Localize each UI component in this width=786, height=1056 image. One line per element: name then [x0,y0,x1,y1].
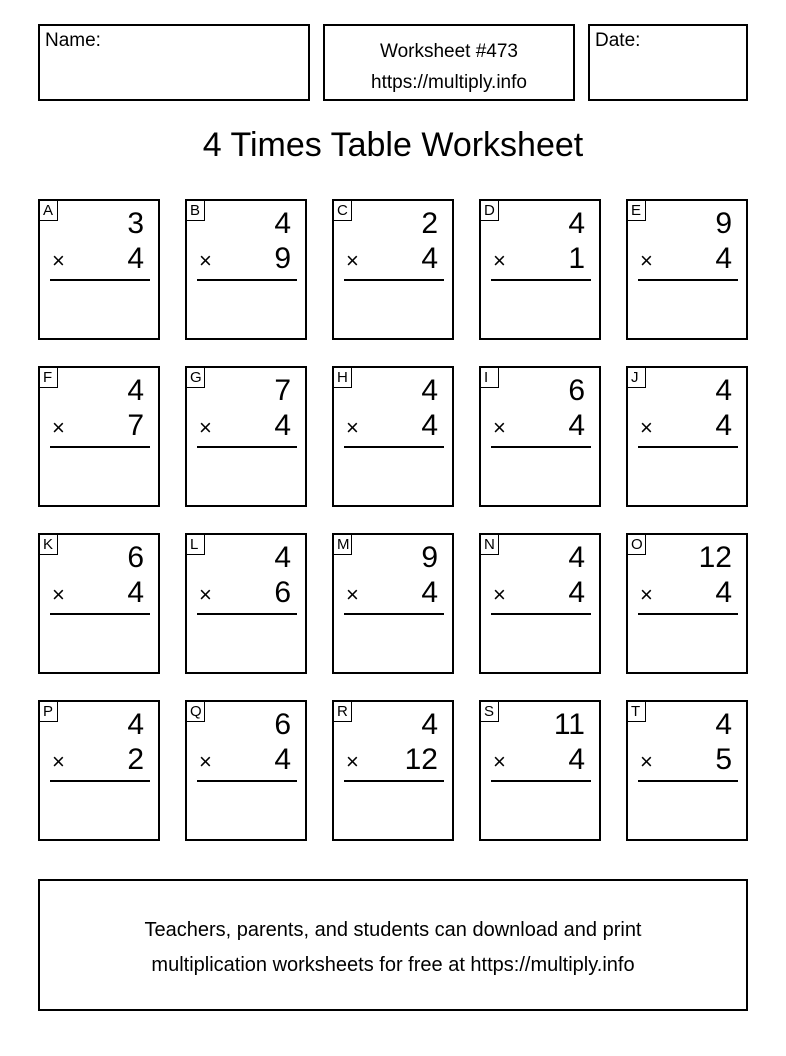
times-sign: × [493,582,506,607]
answer-line [344,780,444,782]
top-number: 7 [274,374,291,407]
problem-letter: G [187,368,205,388]
top-number: 11 [553,708,585,741]
worksheet-info-box [323,24,575,101]
problem-card[interactable] [479,533,601,674]
problem-card[interactable] [38,700,160,841]
top-number: 4 [715,708,732,741]
problem-letter: J [628,368,646,388]
times-sign: × [346,248,359,273]
answer-line [197,279,297,281]
answer-line [50,613,150,615]
top-number: 4 [568,541,585,574]
top-number: 9 [715,207,732,240]
problem-card[interactable] [38,366,160,507]
problem-card[interactable] [38,199,160,340]
bottom-number: 2 [127,743,144,776]
answer-line [197,613,297,615]
top-number: 2 [421,207,438,240]
problem-letter: N [481,535,499,555]
bottom-number: 4 [421,409,438,442]
times-sign: × [199,248,212,273]
name-field-box[interactable] [38,24,310,101]
bottom-number: 4 [568,409,585,442]
times-sign: × [199,415,212,440]
problem-card[interactable] [185,199,307,340]
times-sign: × [640,749,653,774]
times-sign: × [493,248,506,273]
footer-line-2: multiplication worksheets for free at https://multiply.info [151,954,635,976]
problem-card[interactable] [332,533,454,674]
problem-card[interactable] [479,199,601,340]
top-number: 4 [274,207,291,240]
bottom-number: 4 [568,576,585,609]
bottom-number: 12 [404,743,438,776]
answer-line [638,780,738,782]
problem-letter: C [334,201,352,221]
top-number: 6 [568,374,585,407]
times-sign: × [199,749,212,774]
problem-letter: M [334,535,352,555]
times-sign: × [346,582,359,607]
problem-letter: R [334,702,352,722]
problem-letter: F [40,368,58,388]
answer-line [344,446,444,448]
problem-letter: B [187,201,205,221]
answer-line [50,446,150,448]
answer-line [638,446,738,448]
answer-line [344,279,444,281]
times-sign: × [640,582,653,607]
problem-letter: O [628,535,646,555]
bottom-number: 4 [421,242,438,275]
top-number: 4 [421,708,438,741]
problem-letter: K [40,535,58,555]
times-sign: × [493,749,506,774]
problem-card[interactable] [479,366,601,507]
problem-card[interactable] [626,199,748,340]
problem-letter: D [481,201,499,221]
answer-line [491,613,591,615]
answer-line [491,780,591,782]
bottom-number: 7 [127,409,144,442]
answer-line [638,279,738,281]
footer-line-1: Teachers, parents, and students can download and print [144,919,642,941]
top-number: 4 [715,374,732,407]
page-title: 4 Times Table Worksheet [202,126,584,164]
top-number: 6 [274,708,291,741]
problem-letter: P [40,702,58,722]
bottom-number: 5 [715,743,732,776]
top-number: 12 [698,541,732,574]
bottom-number: 4 [421,576,438,609]
top-number: 4 [568,207,585,240]
answer-line [491,446,591,448]
answer-line [50,780,150,782]
times-sign: × [346,749,359,774]
problem-card[interactable] [479,700,601,841]
top-number: 4 [421,374,438,407]
bottom-number: 4 [715,409,732,442]
date-label: Date: [595,30,641,51]
times-sign: × [52,749,65,774]
bottom-number: 6 [274,576,291,609]
bottom-number: 4 [274,743,291,776]
bottom-number: 9 [274,242,291,275]
bottom-number: 4 [715,242,732,275]
bottom-number: 4 [127,242,144,275]
bottom-number: 4 [127,576,144,609]
answer-line [491,279,591,281]
times-sign: × [52,415,65,440]
times-sign: × [52,582,65,607]
answer-line [197,780,297,782]
top-number: 3 [127,207,144,240]
problem-letter: S [481,702,499,722]
worksheet-number: Worksheet #473 [379,41,518,62]
name-label: Name: [45,30,101,51]
top-number: 6 [127,541,144,574]
answer-line [50,279,150,281]
problem-card[interactable] [38,533,160,674]
times-sign: × [52,248,65,273]
problem-card[interactable] [332,366,454,507]
times-sign: × [199,582,212,607]
problem-card[interactable] [185,533,307,674]
problem-letter: Q [187,702,205,722]
times-sign: × [640,248,653,273]
date-field-box[interactable] [588,24,748,101]
bottom-number: 4 [715,576,732,609]
bottom-number: 4 [274,409,291,442]
top-number: 4 [274,541,291,574]
times-sign: × [640,415,653,440]
times-sign: × [493,415,506,440]
problem-letter: I [481,368,499,388]
problem-letter: T [628,702,646,722]
problem-letter: H [334,368,352,388]
problem-letter: E [628,201,646,221]
bottom-number: 1 [568,242,585,275]
answer-line [638,613,738,615]
worksheet-url: https://multiply.info [371,72,527,93]
times-sign: × [346,415,359,440]
problem-card[interactable] [185,366,307,507]
problem-card[interactable] [626,366,748,507]
problem-letter: A [40,201,58,221]
problem-card[interactable] [626,533,748,674]
problem-card[interactable] [332,199,454,340]
problem-card[interactable] [185,700,307,841]
top-number: 9 [421,541,438,574]
footer-box [38,879,748,1011]
problem-card[interactable] [332,700,454,841]
top-number: 4 [127,374,144,407]
problem-card[interactable] [626,700,748,841]
top-number: 4 [127,708,144,741]
answer-line [197,446,297,448]
answer-line [344,613,444,615]
problem-letter: L [187,535,205,555]
bottom-number: 4 [568,743,585,776]
